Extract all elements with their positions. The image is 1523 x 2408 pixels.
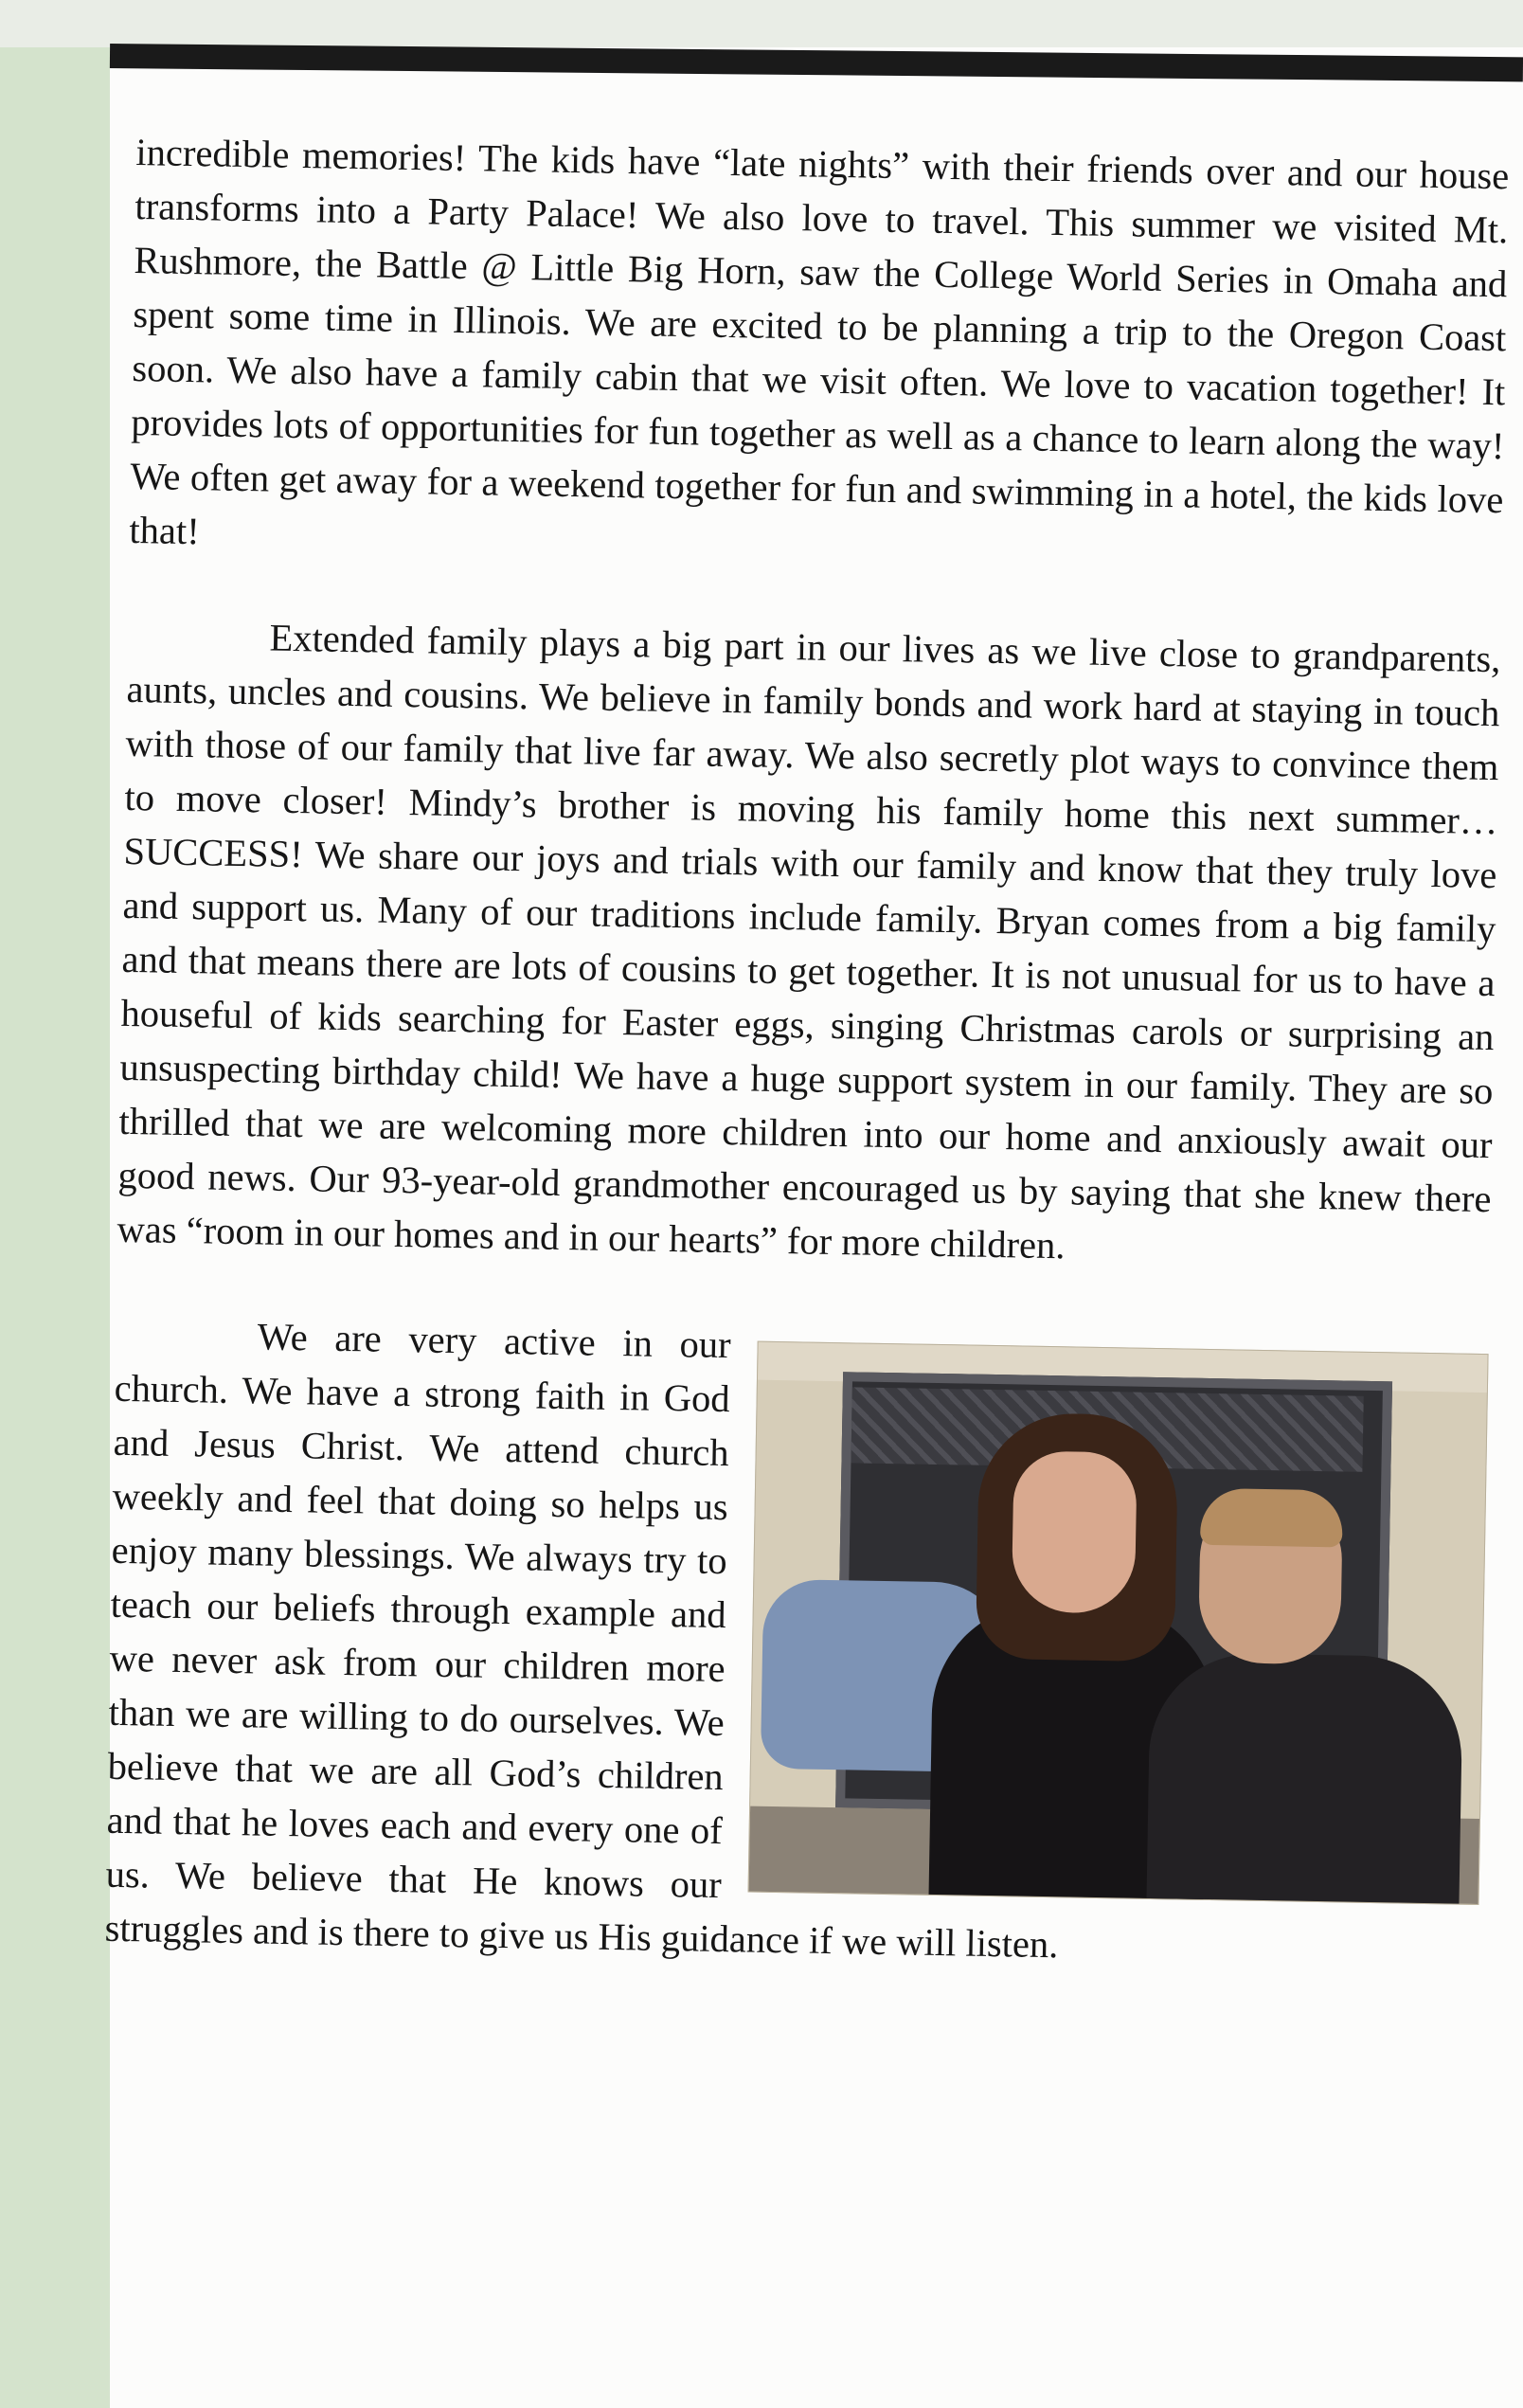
green-page-margin [0,47,110,2408]
photo-man-hair [1200,1488,1343,1548]
photo-man-body [1146,1652,1463,1905]
scan-background [0,0,1523,47]
photo-woman-face [1012,1450,1138,1613]
couple-photo [748,1341,1489,1905]
page-content [99,125,1510,2346]
paragraph-extended-family: Extended family plays a big part in our lives as we live close to grandparents, aunts, uncles and cousins. We believe in family bonds and work hard at staying in touch with those of our family that live far away. We also secretly plot ways to convince them to move closer! Mindy’s brother is moving his family home this next summer…SUCCESS! We share our joys and trials with our family and know that they truly love and support us. Many of our traditions include family. Bryan comes from a big family and that means there are lots of cousins to get together. It is not unusual for us to have a houseful of kids searching for Easter eggs, singing Christmas carols or surprising an unsuspecting birthday child! We have a huge support system in our family. They are so thrilled that we are welcoming more children into our home and anxiously await our good news. Our 93-year-old grandmother encouraged us by saying that she knew there was “room in our homes and in our hearts” for more children. [116,616,1501,1267]
paragraph-church-block [104,1307,1489,1979]
paragraph-travel: incredible memories! The kids have “late nights” with their friends over and our house transforms into a Party Palace! We also love to travel. This summer we visited Mt. Rushmore, the Battle @ Little Big Horn, saw the College World Series in Omaha and spent some time in Illinois. We are excited to be planning a trip to the Oregon Coast soon. We also have a family cabin that we visit often. We love to vacation together! It provides lots of opportunities for fun together as well as a chance to learn along the way! We often get away for a weekend together for fun and swimming in a hotel, the kids love that! [129,130,1510,553]
paragraph-church: We are very active in our church. We have a strong faith in God and Jesus Christ. We attend church weekly and feel that doing so helps us enjoy many blessings. We always try to teach our beliefs through example and we never ask from our children more than we are willing to do ourselves. We believe that we are all God’s children and that he loves each and every one of us. We believe that He knows our struggles and is there to give us His guidance if we will listen. [104,1315,1059,1967]
